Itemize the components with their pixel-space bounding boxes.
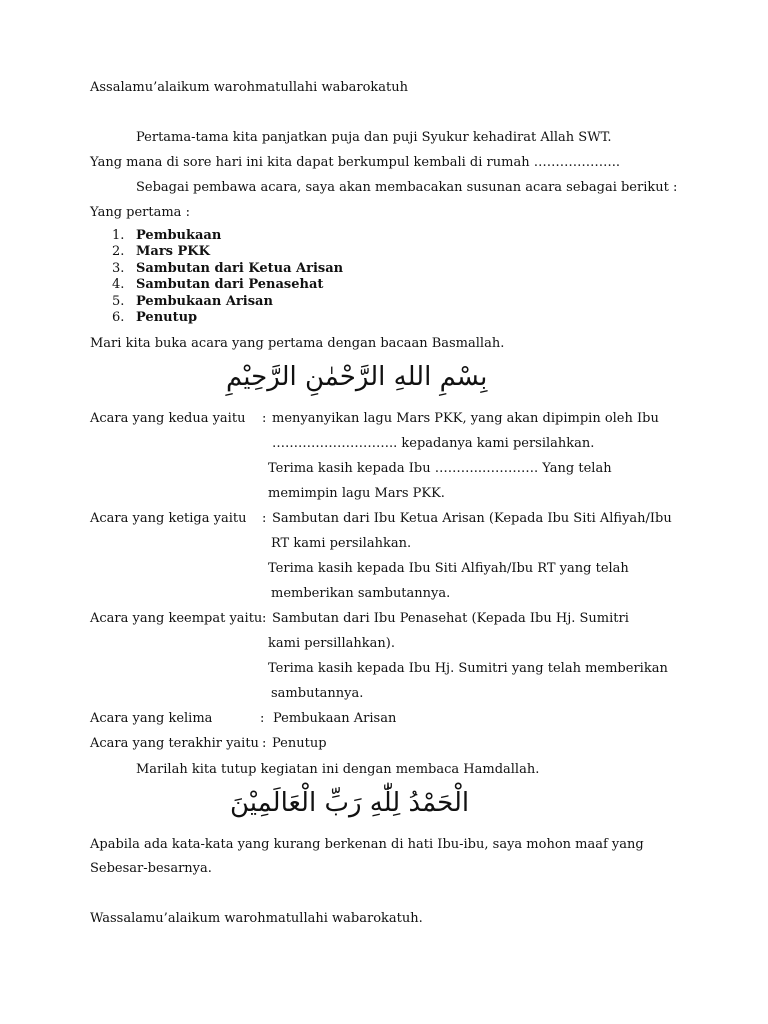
list-item-label: Mars PKK: [136, 244, 210, 260]
acara-keempat-line-1: Sambutan dari Ibu Penasehat (Kepada Ibu Hj. Sumitri: [272, 611, 629, 626]
list-item-label: Pembukaan Arisan: [136, 293, 273, 309]
acara-ketiga-label: Acara yang ketiga yaitu: [90, 511, 247, 526]
acara-kedua-line-2: ……………………….. kepadanya kami persilahkan.: [272, 436, 595, 451]
acara-ketiga-line-3: Terima kasih kepada Ibu Siti Alfiyah/Ibu RT yang telah: [268, 561, 629, 576]
acara-ketiga-line-1: Sambutan dari Ibu Ketua Arisan (Kepada Ibu Siti Alfiyah/Ibu: [272, 511, 672, 526]
list-item-label: Penutup: [136, 309, 198, 325]
acara-ketiga-line-2: RT kami persilahkan.: [271, 536, 412, 551]
list-item-number: 6.: [112, 309, 125, 325]
acara-terakhir-line-1: Penutup: [272, 736, 327, 751]
list-item-number: 4.: [112, 277, 125, 293]
greeting-close: Wassalamu’alaikum warohmatullahi wabarokatuh.: [90, 911, 423, 926]
basmallah-calligraphy: بِسْمِ اللهِ الرَّحْمٰنِ الرَّحِيْمِ: [226, 362, 488, 392]
list-item-label: Pembukaan: [136, 228, 222, 243]
acara-kelima-label: Acara yang kelima: [90, 711, 213, 726]
hamdallah-intro: Marilah kita tutup kegiatan ini dengan membaca Hamdallah.: [136, 762, 540, 777]
apology-line-2: Sebesar-besarnya.: [90, 861, 212, 876]
basmallah-intro: Mari kita buka acara yang pertama dengan bacaan Basmallah.: [90, 336, 505, 351]
list-item: [112, 261, 343, 277]
acara-terakhir-colon: :: [262, 736, 267, 751]
acara-terakhir-label: Acara yang terakhir yaitu: [90, 736, 259, 751]
apology-line-1: Apabila ada kata-kata yang kurang berkenan di hati Ibu-ibu, saya mohon maaf yang: [90, 837, 644, 852]
greeting-open: Assalamu’alaikum warohmatullahi wabarokatuh: [90, 80, 409, 95]
list-item-label: Sambutan dari Penasehat: [136, 277, 324, 293]
intro-paragraph-2: Yang mana di sore hari ini kita dapat berkumpul kembali di rumah ………………..: [90, 155, 620, 170]
acara-ketiga-colon: :: [262, 511, 267, 526]
acara-kedua-colon: :: [262, 411, 267, 426]
list-item: [112, 228, 343, 244]
intro-paragraph-1: Pertama-tama kita panjatkan puja dan puji Syukur kehadirat Allah SWT.: [136, 130, 612, 145]
intro-paragraph-3: Sebagai pembawa acara, saya akan membacakan susunan acara sebagai berikut :: [136, 180, 678, 195]
acara-kedua-line-3: Terima kasih kepada Ibu ………..…………. Yang telah: [268, 461, 612, 476]
list-item-label: Sambutan dari Ketua Arisan: [136, 260, 344, 276]
acara-kedua-label: Acara yang kedua yaitu: [90, 411, 246, 426]
acara-keempat-line-2: kami persillahkan).: [268, 636, 395, 651]
list-item: [112, 310, 343, 326]
list-item: [112, 277, 343, 293]
list-item-number: 3.: [112, 260, 125, 276]
list-item: [112, 244, 343, 260]
agenda-list: [112, 228, 343, 326]
agenda-heading: Yang pertama :: [90, 205, 190, 220]
acara-kelima-colon: :: [260, 711, 265, 726]
acara-kedua-line-4: memimpin lagu Mars PKK.: [268, 486, 445, 501]
acara-keempat-line-3: Terima kasih kepada Ibu Hj. Sumitri yang telah memberikan: [268, 661, 668, 676]
hamdallah-calligraphy: الْحَمْدُ لِلّٰهِ رَبِّ الْعَالَمِيْنَ: [230, 788, 470, 818]
acara-keempat-colon: :: [262, 611, 267, 626]
acara-kelima-line-1: Pembukaan Arisan: [273, 711, 397, 726]
list-item-number: 2.: [112, 244, 125, 260]
list-item-number: 5.: [112, 293, 125, 309]
acara-keempat-label: Acara yang keempat yaitu: [90, 611, 263, 626]
acara-keempat-line-4: sambutannya.: [271, 686, 364, 701]
acara-ketiga-line-4: memberikan sambutannya.: [271, 586, 451, 601]
list-item: [112, 294, 343, 310]
acara-kedua-line-1: menyanyikan lagu Mars PKK, yang akan dipimpin oleh Ibu: [272, 411, 659, 426]
list-item-number: 1.: [112, 228, 125, 243]
